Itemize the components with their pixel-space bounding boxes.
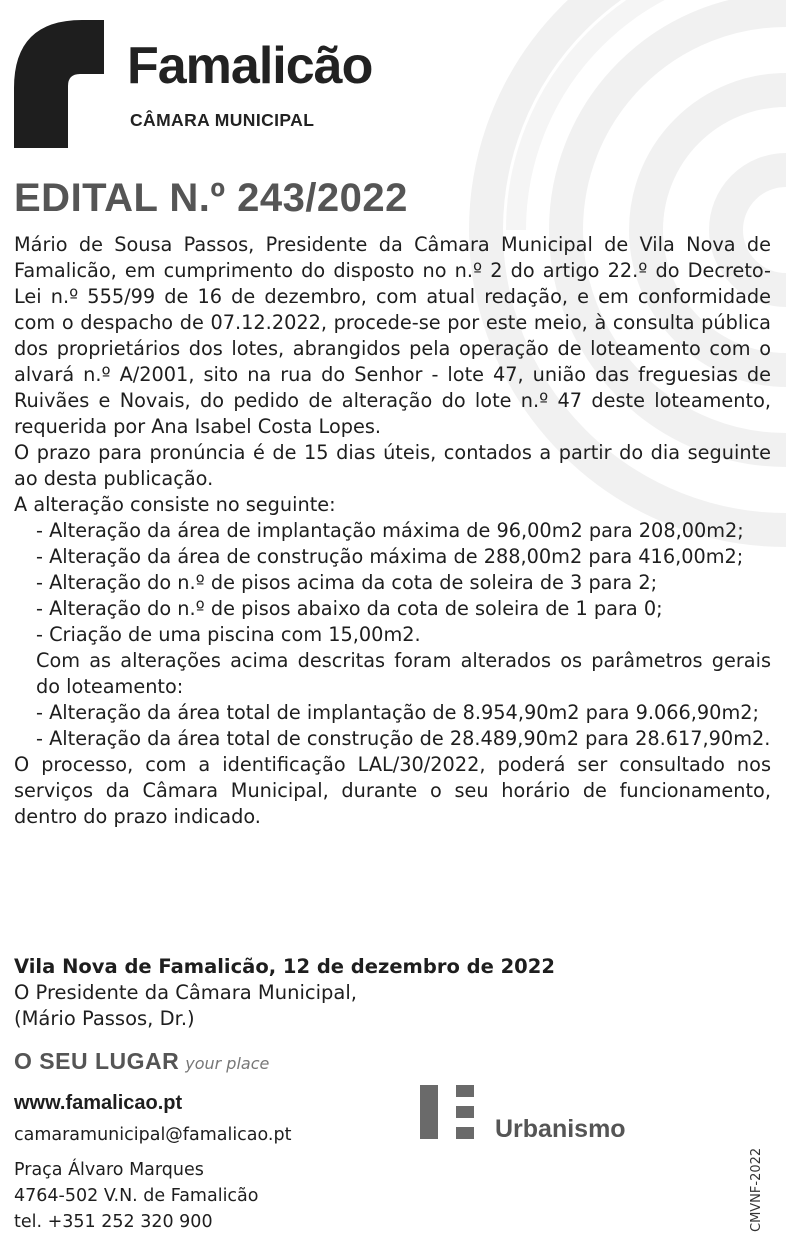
body-paragraph-intro: Mário de Sousa Passos, Presidente da Câmara Municipal de Vila Nova de Famalicão, em cumprimento do disposto no n.º 2 do artigo 22.º do Decreto-Lei n.º 555/99 de 16 de dezembro, com atual redação, e em conformidade com o despacho de 07.12.2022, procede-se por este meio, à consulta pública dos proprietários dos lotes, abrangidos pela operação de loteamento com o alvará n.º A/2001, sito na rua do Senhor - lote 47, união das freguesias de Ruivães e Novais, do pedido de alteração do lote n.º 47 deste loteamento, requerida por Ana Isabel Costa Lopes. — [14, 233, 771, 438]
brand-subtitle: CÂMARA MUNICIPAL — [130, 110, 315, 130]
list-item: - Alteração da área total de construção de 28.489,90m2 para 28.617,90m2. — [36, 727, 771, 750]
list-item: - Criação de uma piscina com 15,00m2. — [36, 623, 421, 646]
edital-body — [14, 232, 771, 830]
slogan-main: O SEU LUGAR — [14, 1048, 180, 1074]
signature-block — [14, 954, 714, 1032]
slogan — [14, 1048, 269, 1075]
reference-code: CMVNF-2022 — [749, 1147, 764, 1232]
famalicao-logo-icon — [12, 18, 108, 150]
list-item: - Alteração da área total de implantação de 8.954,90m2 para 9.066,90m2; — [36, 701, 759, 724]
brand-name: Famalicão — [127, 37, 373, 95]
body-paragraph-changes-intro: A alteração consiste no seguinte: — [14, 493, 336, 516]
body-paragraph-parameters: Com as alterações acima descritas foram alterados os parâmetros gerais do loteamento: — [36, 649, 771, 698]
slogan-english: your place — [185, 1054, 270, 1073]
phone-number: tel. +351 252 320 900 — [14, 1212, 213, 1232]
signature-place-date: Vila Nova de Famalicão, 12 de dezembro de 2022 — [14, 955, 555, 978]
website-link[interactable]: www.famalicao.pt — [14, 1092, 183, 1114]
address-line-1: Praça Álvaro Marques — [14, 1160, 204, 1180]
contacts-block — [14, 1090, 291, 1235]
urbanismo-icon — [420, 1085, 476, 1139]
address-line-2: 4764-502 V.N. de Famalicão — [14, 1186, 259, 1206]
edital-title: EDITAL N.º 243/2022 — [14, 176, 408, 220]
body-paragraph-process: O processo, com a identificação LAL/30/2022, poderá ser consultado nos serviços da Câmara Municipal, durante o seu horário de funcionamento, dentro do prazo indicado. — [14, 753, 771, 828]
email-link[interactable]: camaramunicipal@famalicao.pt — [14, 1125, 292, 1145]
signature-role: O Presidente da Câmara Municipal, — [14, 981, 357, 1004]
list-item: - Alteração da área de implantação máxima de 96,00m2 para 208,00m2; — [36, 519, 744, 542]
list-item: - Alteração do n.º de pisos acima da cota de soleira de 3 para 2; — [36, 571, 658, 594]
body-paragraph-deadline: O prazo para pronúncia é de 15 dias úteis, contados a partir do dia seguinte ao desta publicação. — [14, 441, 771, 490]
list-item: - Alteração da área de construção máxima de 288,00m2 para 416,00m2; — [36, 545, 744, 568]
list-item: - Alteração do n.º de pisos abaixo da cota de soleira de 1 para 0; — [36, 597, 663, 620]
department-label: Urbanismo — [495, 1115, 626, 1143]
signature-name: (Mário Passos, Dr.) — [14, 1007, 195, 1030]
